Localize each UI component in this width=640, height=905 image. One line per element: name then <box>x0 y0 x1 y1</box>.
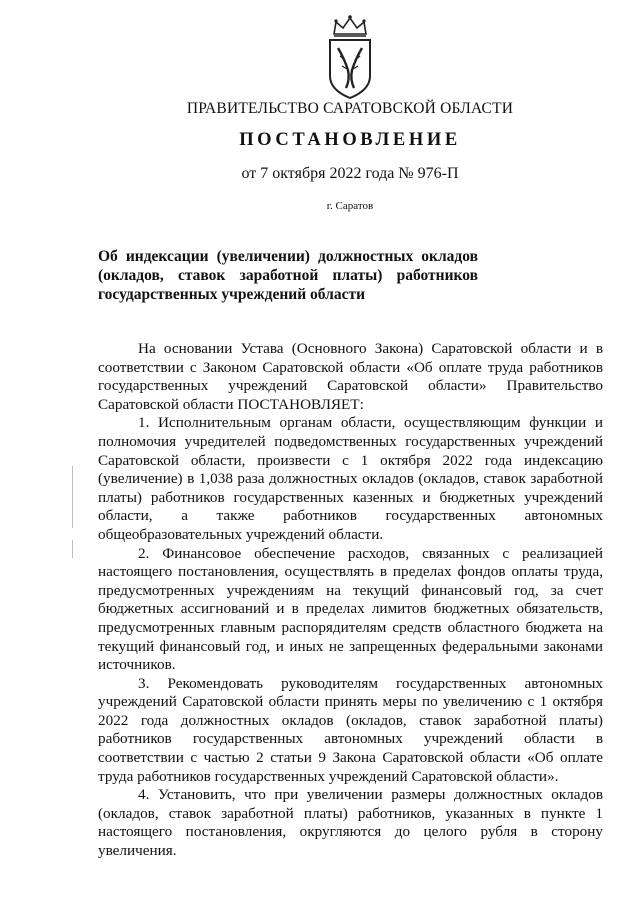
scan-margin-mark <box>72 540 73 558</box>
document-body <box>98 340 603 861</box>
saratov-coat-of-arms-icon <box>318 14 382 104</box>
government-name: ПРАВИТЕЛЬСТВО САРАТОВСКОЙ ОБЛАСТИ <box>186 100 514 117</box>
clause-1: 1. Исполнительным органам области, осуществляющим функции и полномочия учредителей подведомственных государственных учреждений Саратовской области, произвести с 1 октября 2022 года индексацию (увеличение) в 1,038 раза должностных окладов (окладов, ставок заработной платы) работников государственных казенных и бюджетных учреждений области, а также работников государственных автономных общеобразовательных учреждений области. <box>98 414 603 543</box>
preamble-paragraph: На основании Устава (Основного Закона) Саратовской области и в соответствии с Законом Саратовской области «Об оплате труда работников государственных учреждений Саратовской области» Правительство Саратовской области ПОСТАНОВЛЯЕТ: <box>98 340 603 413</box>
clause-4: 4. Установить, что при увеличении размеры должностных окладов (окладов, ставок заработной платы) работников, указанных в пункте 1 настоящего постановления, округляются до целого рубля в сторону увеличения. <box>98 786 603 860</box>
scan-margin-mark <box>72 466 73 528</box>
city-name: г. Саратов <box>326 200 374 212</box>
document-type: ПОСТАНОВЛЕНИЕ <box>239 130 461 150</box>
clause-2: 2. Финансовое обеспечение расходов, связанных с реализацией настоящего постановления, осуществлять в пределах фондов оплаты труда, предусмотренных учреждениям на текущий финансовый год, за счет бюджетных ассигнований и в пределах лимитов бюджетных обязательств, предусмотренных главным распорядителям средств областного бюджета на текущий финансовый год, и иных не запрещенных федеральными законами источников. <box>98 544 603 674</box>
document-subject: Об индексации (увеличении) должностных окладов (окладов, ставок заработной платы) работников государственных учреждений области <box>98 248 478 303</box>
clause-3: 3. Рекомендовать руководителям государственных автономных учреждений Саратовской области принять меры по увеличению с 1 октября 2022 года должностных окладов (окладов, ставок заработной платы) работников государственных автономных учреждений области в соответствии с частью 2 статьи 9 Закона Саратовской области «Об оплате труда работников государственных учреждений Саратовской области». <box>98 674 603 785</box>
date-and-number: от 7 октября 2022 года № 976-П <box>241 165 459 182</box>
